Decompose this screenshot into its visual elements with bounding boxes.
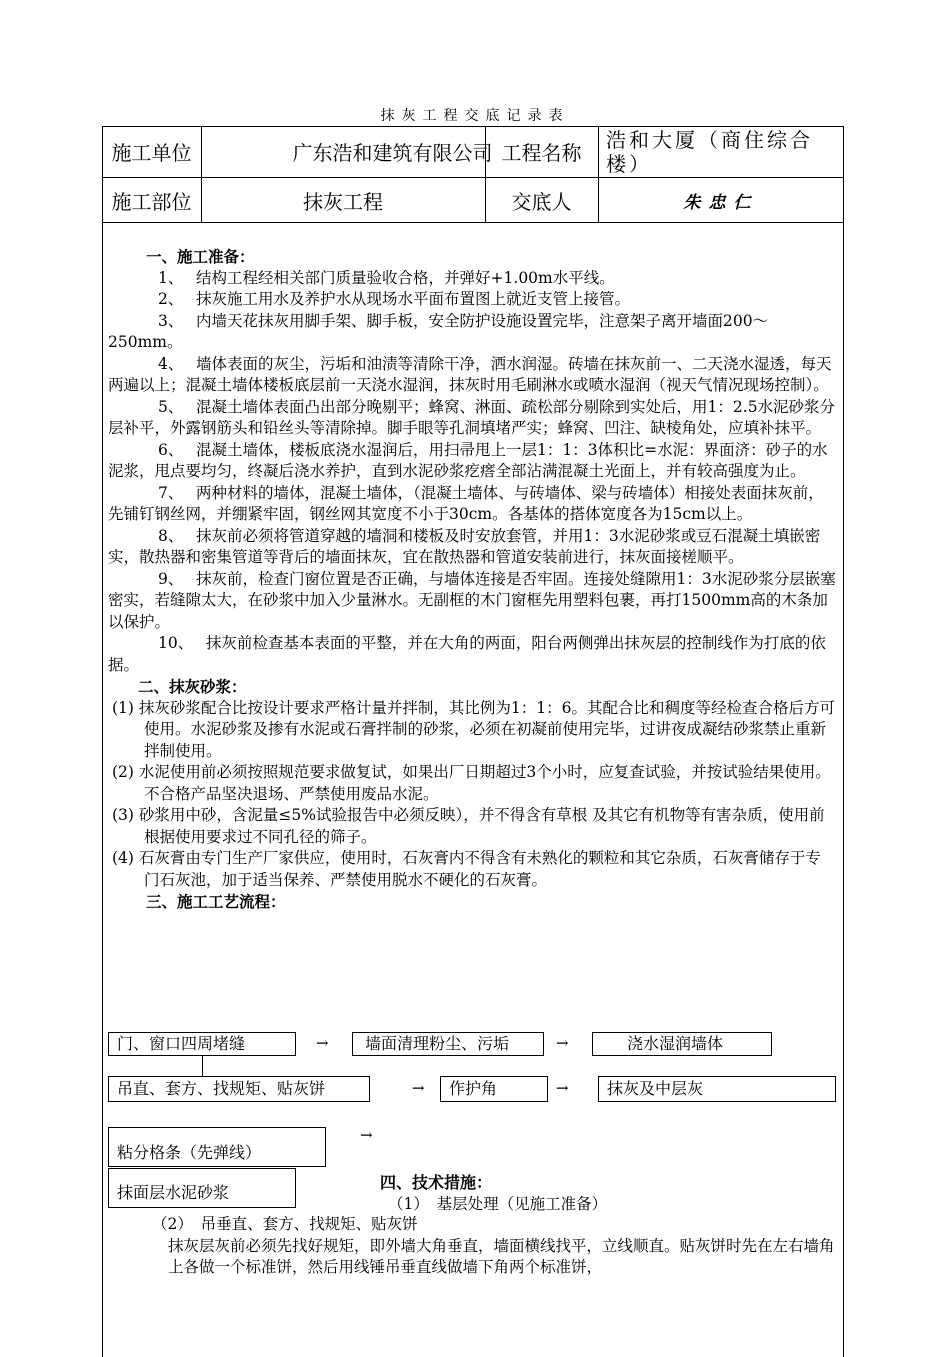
flow-step-6: 抹灰及中层灰 [598, 1076, 836, 1102]
flow-arrow: → [556, 1079, 569, 1097]
document-title: 抹灰工程交底记录表 [380, 108, 570, 124]
prep-item: 6、 混凝土墙体，楼板底浇水湿润后，用扫帚甩上一层1：1：3体积比=水泥：界面济：砂子的水泥浆，甩点要均匀，终凝后浇水养护，直到水泥砂浆疙瘩全部沾满混凝土光面上，并有较高强度为止。 [108, 440, 828, 480]
section-2-title: 二、抹灰砂浆： [138, 677, 247, 696]
measure-2: （2） 吊垂直、套方、找规矩、贴灰饼 [152, 1215, 418, 1233]
section-1-title: 一、施工准备： [146, 247, 255, 266]
construction-unit-label: 施工单位 [111, 141, 192, 165]
project-name-value: 浩和大厦（商住综合楼） [606, 127, 813, 176]
header-row-2 [102, 178, 844, 223]
measure-2-text: 抹灰层灰前必须先找好规矩，即外墙大角垂直，墙面横线找平，立线顺直。贴灰饼时先在左右墙角上各做一个标准饼，然后用线锤吊垂直线做墙下角两个标准饼， [168, 1236, 835, 1276]
header-row-1 [102, 126, 844, 178]
mortar-item: (2) 水泥使用前必须按照规范要求做复试，如果出厂日期超过3个小时，应复查试验，并按试验结果使用。不合格产品坚决退场、严禁使用废品水泥。 [112, 763, 831, 803]
prep-item: 10、 抹灰前检查基本表面的平整，并在大角的两面，阳台两侧弹出抹灰层的控制线作为打底的依据。 [108, 634, 826, 674]
construction-part-value: 抹灰工程 [303, 189, 383, 214]
section-preparation [108, 246, 836, 913]
flow-arrow: → [316, 1034, 329, 1052]
section-4-title: 四、技术措施： [380, 1173, 493, 1192]
flow-step-4: 吊直、套方、找规矩、贴灰饼 [108, 1076, 370, 1102]
construction-part-label: 施工部位 [111, 189, 192, 214]
briefer-signature: 朱忠仁 [683, 192, 759, 213]
construction-unit-value: 广东浩和建筑有限公司 [292, 141, 493, 165]
prep-item: 4、 墙体表面的灰尘，污垢和油渍等清除干净，洒水润湿。砖墙在抹灰前一、二天浇水湿透，每天两遍以上；混凝土墙体楼板底层前一天浇水湿润，抹灰时用毛刷淋水或喷水湿润（视天气情况现场控制）。 [108, 354, 832, 394]
mortar-item: (1) 抹灰砂浆配合比按设计要求严格计量并拌制，其比例为1：1：6。其配合比和稠度等经检查合格后方可使用。水泥砂浆及掺有水泥或石膏拌制的砂浆，必须在初凝前使用完毕，过讲夜成凝结砂浆禁止重新拌制使用。 [112, 698, 835, 760]
mortar-item: (3) 砂浆用中砂，含泥量≤5%试验报告中必须反映），并不得含有草根 及其它有机物等有害杂质，使用前根据使用要求过不同孔径的筛子。 [112, 806, 825, 846]
flow-connector [202, 1056, 203, 1077]
flow-step-3: 浇水湿润墙体 [592, 1032, 772, 1056]
flow-arrow: → [412, 1079, 425, 1097]
prep-item: 8、 抹灰前必须将管道穿越的墙洞和楼板及时安放套管，并用1：3水泥砂浆或豆石混凝土填嵌密实，散热器和密集管道等背后的墙面抹灰，宜在散热器和管道安装前进行，抹灰面接槎顺平。 [108, 526, 821, 566]
flow-arrow: → [360, 1126, 373, 1144]
measure-1: （1） 基层处理（见施工准备） [388, 1195, 608, 1213]
flow-step-8: 抹面层水泥砂浆 [108, 1168, 296, 1208]
flow-step-7: 粘分格条（先弹线） [108, 1127, 326, 1167]
flow-arrow: → [556, 1034, 569, 1052]
project-name-label: 工程名称 [501, 141, 582, 165]
prep-item: 2、 抹灰施工用水及养护水从现场水平面布置图上就近支管上接管。 [158, 290, 631, 308]
flow-step-5: 作护角 [440, 1076, 548, 1102]
prep-item: 1、 结构工程经相关部门质量验收合格，并弹好+1.00m水平线。 [158, 268, 615, 287]
prep-item: 7、 两种材料的墙体，混凝土墙体，（混凝土墙体、与砖墙体、梁与砖墙体）相接处表面抹灰前，先铺钉钢丝网，并绷紧牢固，钢丝网其宽度不小于30cm。各基体的搭体宽度各为15cm以上。 [108, 483, 824, 523]
prep-item: 3、 内墙天花抹灰用脚手架、脚手板，安全防护设施设置完毕，注意架子离开墙面200～250mm。 [108, 311, 769, 351]
flow-step-1: 门、窗口四周堵缝 [108, 1032, 296, 1056]
mortar-item: (4) 石灰膏由专门生产厂家供应，使用时，石灰膏内不得含有未熟化的颗粒和其它杂质，石灰膏储存于专门石灰池，加于适当保养、严禁使用脱水不硬化的石灰膏。 [112, 849, 821, 889]
briefer-label: 交底人 [511, 189, 572, 214]
section-technical [108, 1214, 836, 1279]
prep-item: 5、 混凝土墙体表面凸出部分晚剔平；蜂窝、淋面、疏松部分剔除到实处后，用1：2.5水泥砂浆分层补平，外露钢筋头和铅丝头等清除掉。脚手眼等孔洞填堵严实；蜂窝、凹注、缺棱角处，应填补抹平。 [108, 397, 836, 437]
prep-item: 9、 抹灰前，检查门窗位置是否正确，与墙体连接是否牢固。连接处缝隙用1：3水泥砂浆分层嵌塞密实，若缝隙太大，在砂浆中加入少量淋水。无副框的木门窗框先用塑料包裹，再打1500mm高的木条加以保护。 [108, 569, 836, 631]
flow-step-2: 墙面清理粉尘、污垢 [352, 1032, 544, 1056]
section-3-title: 三、施工工艺流程： [146, 892, 286, 911]
